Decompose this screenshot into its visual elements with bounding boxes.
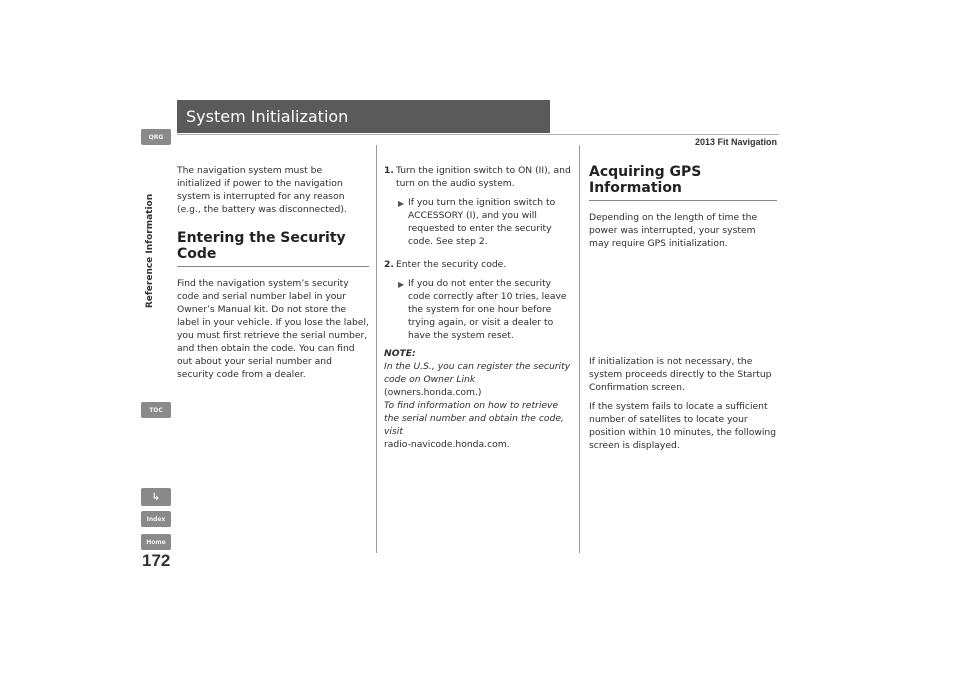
step-2-note-text: If you do not enter the security code correctly after 10 tries, leave the system for one hour before trying again, or visit a dealer to have the system reset. bbox=[408, 278, 567, 341]
column-divider-left bbox=[376, 145, 377, 553]
note-label: NOTE: bbox=[384, 348, 416, 359]
step-1-note-text: If you turn the ignition switch to ACCESSORY (I), and you will requested to enter the security code. See step 2. bbox=[408, 197, 556, 247]
gps-paragraph-2: If initialization is not necessary, the system proceeds directly to the Startup Confirmation screen. bbox=[589, 356, 772, 393]
column-steps bbox=[384, 164, 572, 451]
note-text-2: (owners.honda.com.) bbox=[384, 387, 482, 398]
step-1-note bbox=[384, 196, 572, 248]
note-text-3: To find information on how to retrieve the serial number and obtain the code, visit bbox=[384, 400, 564, 437]
header-divider bbox=[177, 134, 779, 135]
voice-command-button[interactable] bbox=[141, 488, 171, 506]
arrow-right-icon: ▶ bbox=[398, 280, 405, 289]
page-number: 172 bbox=[142, 551, 171, 570]
voice-icon: ↳ bbox=[151, 491, 161, 503]
page-title: System Initialization bbox=[177, 100, 550, 133]
note-url: radio-navicode.honda.com. bbox=[384, 439, 510, 450]
home-button[interactable]: Home bbox=[141, 534, 171, 550]
column-gps bbox=[589, 164, 777, 452]
toc-button[interactable]: TOC bbox=[141, 402, 171, 418]
note-block bbox=[384, 347, 572, 451]
step-2-number: 2. bbox=[384, 259, 394, 270]
arrow-right-icon: ▶ bbox=[398, 199, 405, 208]
gps-paragraph-1: Depending on the length of time the power was interrupted, your system may require GPS initialization. bbox=[589, 212, 758, 249]
security-code-heading: Entering the Security Code bbox=[177, 230, 369, 267]
section-label: Reference Information bbox=[145, 193, 155, 309]
qrg-button[interactable]: QRG bbox=[141, 129, 171, 145]
step-2-text: Enter the security code. bbox=[396, 259, 507, 270]
step-1-number: 1. bbox=[384, 165, 394, 176]
index-button[interactable]: Index bbox=[141, 511, 171, 527]
gps-paragraph-3: If the system fails to locate a sufficient number of satellites to locate your position within 10 minutes, the following screen is displayed. bbox=[589, 401, 777, 451]
step-1-text: Turn the ignition switch to ON (II), and turn on the audio system. bbox=[396, 165, 571, 189]
column-intro bbox=[177, 164, 369, 381]
step-2-note bbox=[384, 277, 572, 342]
note-text-1: In the U.S., you can register the security code on Owner Link bbox=[384, 361, 571, 385]
step-1 bbox=[384, 164, 572, 190]
column-divider-right bbox=[579, 145, 580, 553]
brand-label: 2013 Fit Navigation bbox=[694, 137, 777, 147]
step-2 bbox=[384, 258, 572, 271]
intro-paragraph: The navigation system must be initialized if power to the navigation system is interrupted for any reason (e.g., the battery was disconnected). bbox=[177, 165, 347, 215]
gps-heading: Acquiring GPS Information bbox=[589, 164, 777, 201]
security-code-paragraph: Find the navigation system’s security code and serial number label in your Owner’s Manual kit. Do not store the label in your vehicle. If you lose the label, you must first retrieve the serial number, and then obtain the code. You can find out about your serial number and security code from a dealer. bbox=[177, 278, 369, 380]
